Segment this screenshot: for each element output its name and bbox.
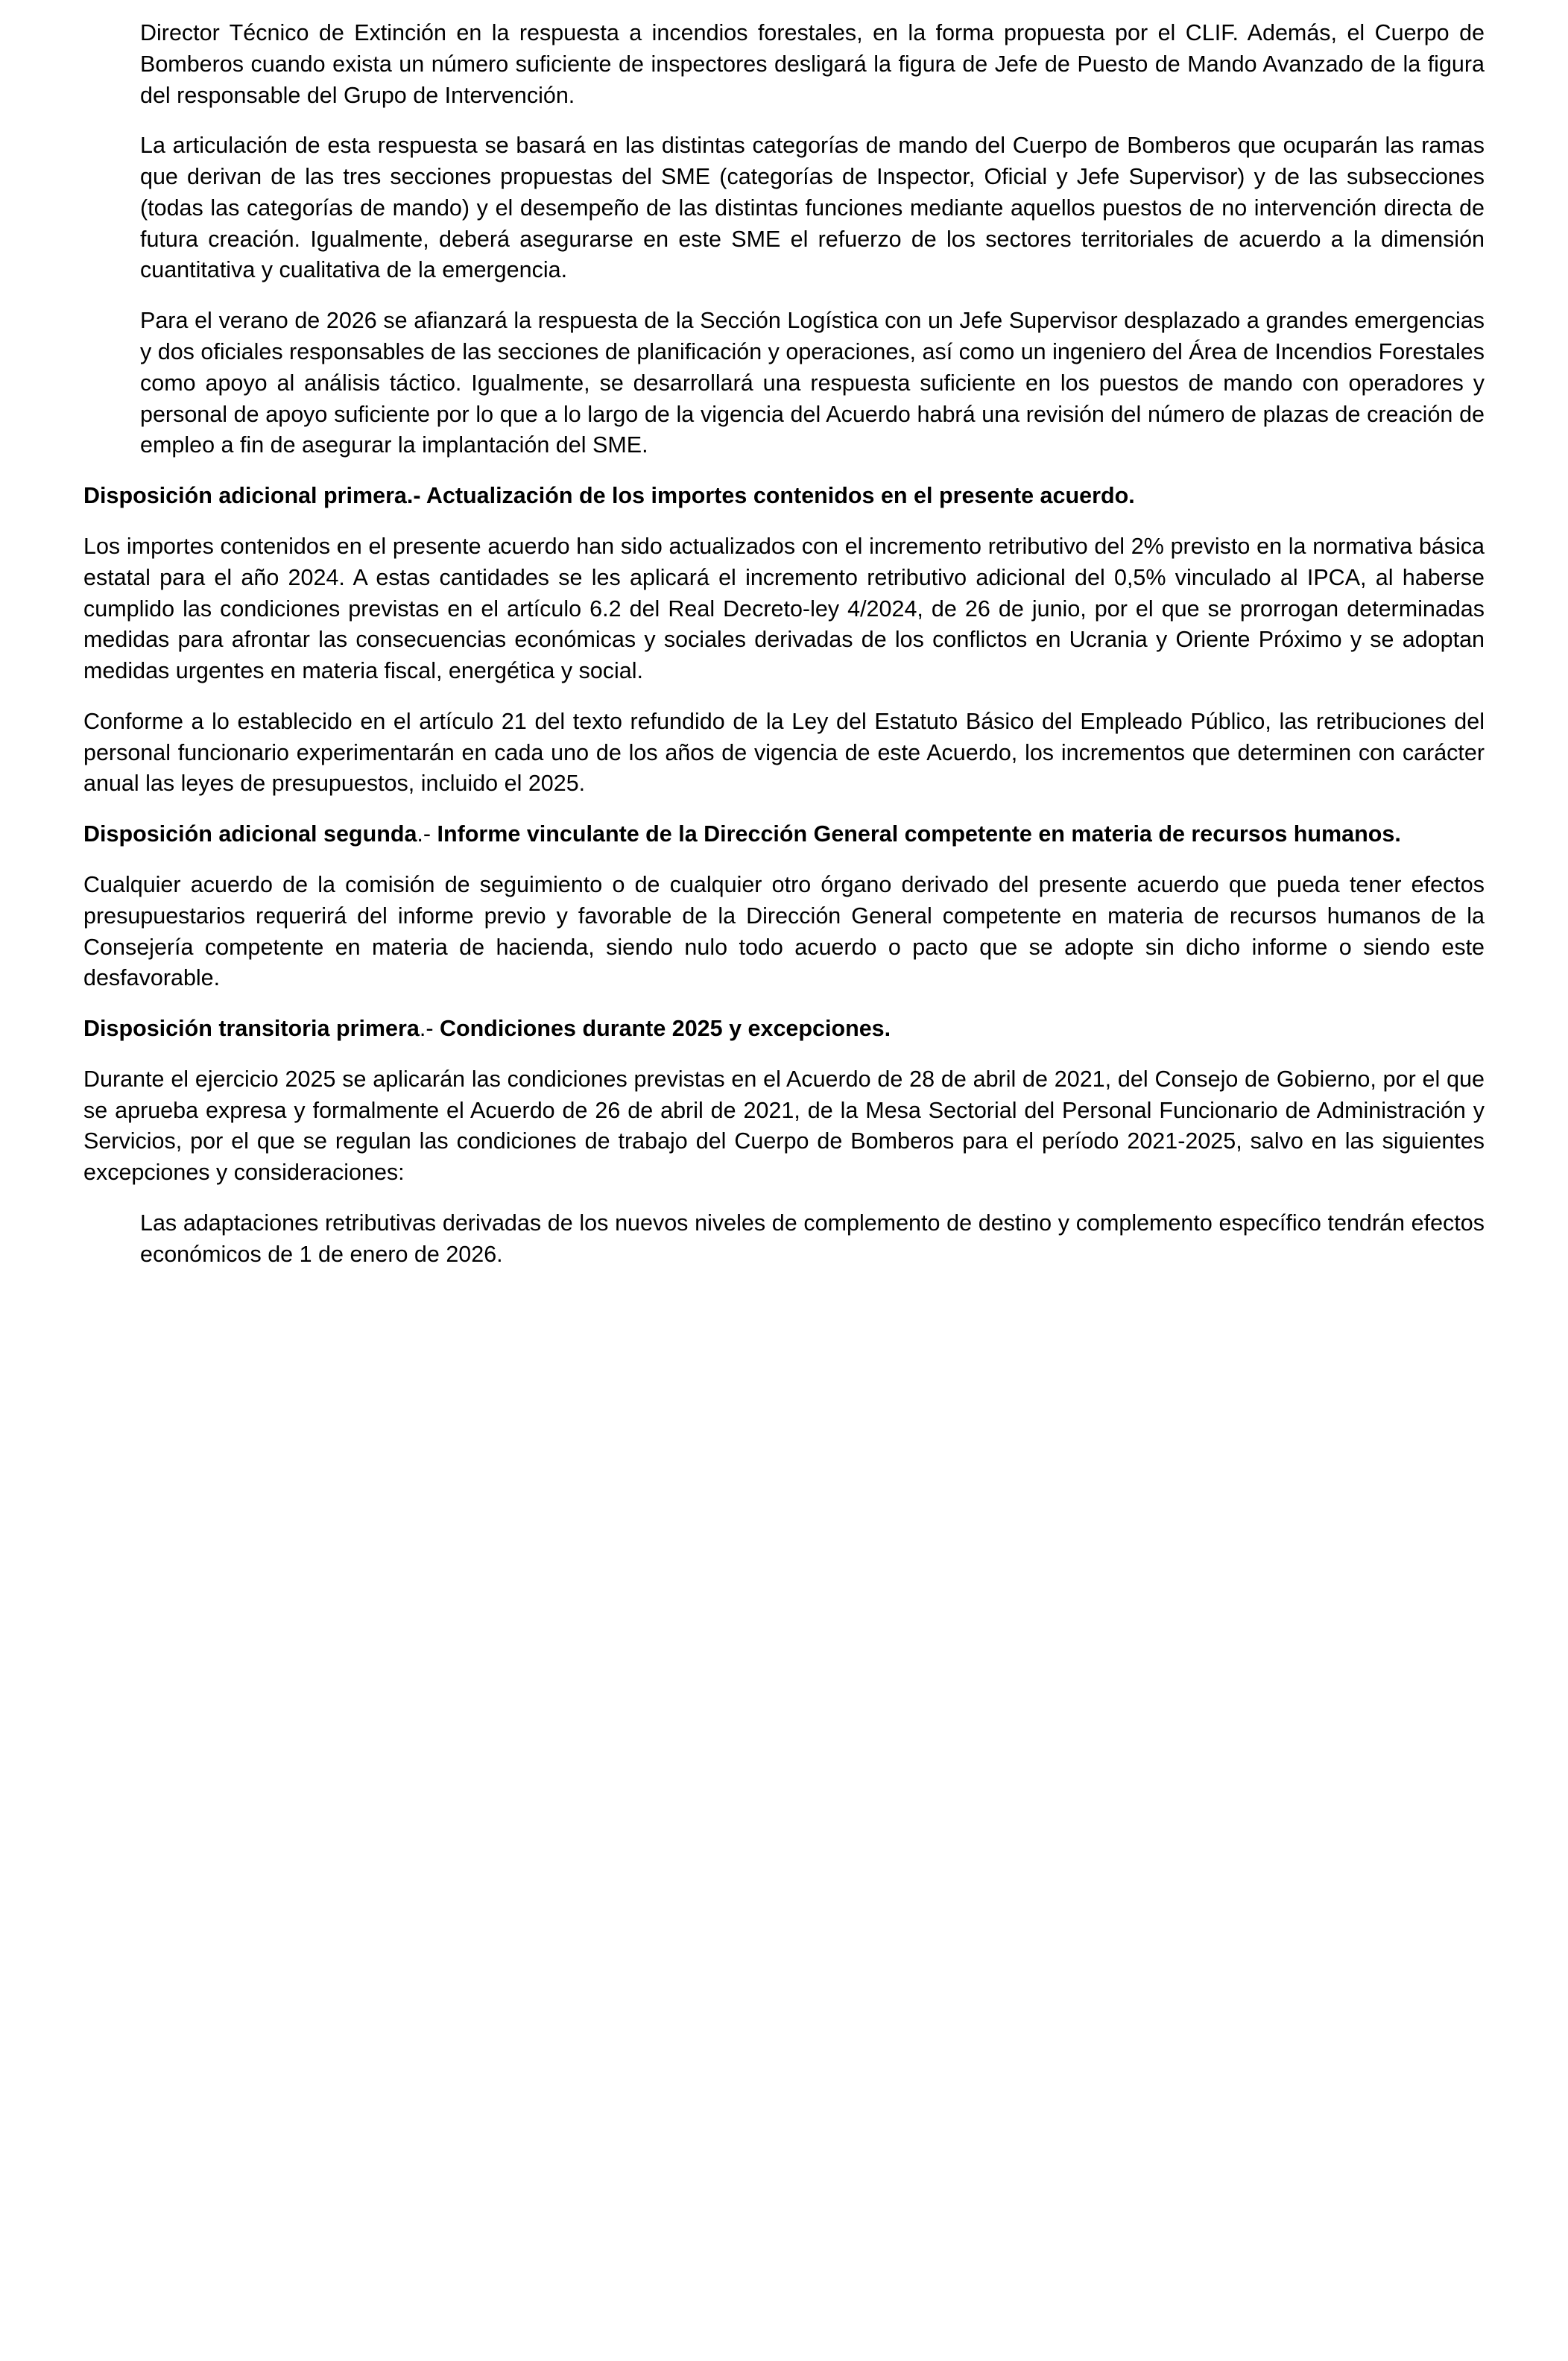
document-body bbox=[83, 18, 1485, 1271]
heading-disposicion-transitoria-primera-sep: .- bbox=[419, 1016, 440, 1042]
paragraph-verano-2026: Para el verano de 2026 se afianzará la respuesta de la Sección Logística con un Jefe Supervisor desplazado a grandes emergencias y dos oficiales responsables de las secciones de planificación y operaciones, así como un ingeniero del Área de Incendios Forestales como apoyo al análisis táctico. Igualmente, se desarrollará una respuesta suficiente en los puestos de mando con operadores y personal de apoyo suficiente por lo que a lo largo de la vigencia del Acuerdo habrá una revisión del número de plazas de creación de empleo a fin de asegurar la implantación del SME. bbox=[140, 308, 1485, 458]
heading-disposicion-adicional-segunda-sep: .- bbox=[417, 821, 437, 847]
heading-disposicion-transitoria-primera bbox=[83, 1014, 1485, 1045]
heading-disposicion-transitoria-primera-title: Condiciones durante 2025 y excepciones. bbox=[439, 1016, 891, 1042]
paragraph-articulacion-respuesta: La articulación de esta respuesta se basará en las distintas categorías de mando del Cuerpo de Bomberos que ocuparán las ramas que derivan de las tres secciones propuestas del SME (categorías de Inspector, Oficial y Jefe Supervisor) y de las subsecciones (todas las categorías de mando) y el desempeño de las distintas funciones mediante aquellos puestos de no intervención directa de futura creación. Igualmente, deberá asegurarse en este SME el refuerzo de los sectores territoriales de acuerdo a la dimensión cuantitativa y cualitativa de la emergencia. bbox=[140, 133, 1485, 283]
paragraph-articulo-21-ebep: Conforme a lo establecido en el artículo 21 del texto refundido de la Ley del Estatuto Básico del Empleado Público, las retribuciones del personal funcionario experimentarán en cada uno de los años de vigencia de este Acuerdo, los incrementos que determinen con carácter anual las leyes de presupuestos, incluido el 2025. bbox=[83, 708, 1485, 797]
paragraph-ejercicio-2025: Durante el ejercicio 2025 se aplicarán las condiciones previstas en el Acuerdo de 28 de abril de 2021, del Consejo de Gobierno, por el que se aprueba expresa y formalmente el Acuerdo de 26 de abril de 2021, de la Mesa Sectorial del Personal Funcionario de Administración y Servicios, por el que se regulan las condiciones de trabajo del Cuerpo de Bomberos para el período 2021-2025, salvo en las siguientes excepciones y consideraciones: bbox=[83, 1066, 1485, 1186]
heading-disposicion-transitoria-primera-label: Disposición transitoria primera bbox=[83, 1016, 420, 1042]
heading-disposicion-adicional-segunda bbox=[83, 819, 1485, 850]
heading-disposicion-adicional-primera: Disposición adicional primera.- Actualización de los importes contenidos en el presente acuerdo. bbox=[83, 483, 1135, 509]
paragraph-director-tecnico-extincion: Director Técnico de Extinción en la respuesta a incendios forestales, en la forma propuesta por el CLIF. Además, el Cuerpo de Bomberos cuando exista un número suficiente de inspectores desligará la figura de Jefe de Puesto de Mando Avanzado de la figura del responsable del Grupo de Intervención. bbox=[140, 20, 1485, 108]
paragraph-adaptaciones-retributivas: Las adaptaciones retributivas derivadas de los nuevos niveles de complemento de destino y complemento específico tendrán efectos económicos de 1 de enero de 2026. bbox=[140, 1210, 1485, 1267]
paragraph-comision-seguimiento: Cualquier acuerdo de la comisión de seguimiento o de cualquier otro órgano derivado del presente acuerdo que pueda tener efectos presupuestarios requerirá del informe previo y favorable de la Dirección General competente en materia de recursos humanos de la Consejería competente en materia de hacienda, siendo nulo todo acuerdo o pacto que se adopte sin dicho informe o siendo este desfavorable. bbox=[83, 871, 1485, 991]
heading-disposicion-adicional-segunda-label: Disposición adicional segunda bbox=[83, 821, 417, 847]
paragraph-importes-actualizados: Los importes contenidos en el presente acuerdo han sido actualizados con el incremento retributivo del 2% previsto en la normativa básica estatal para el año 2024. A estas cantidades se les aplicará el incremento retributivo adicional del 0,5% vinculado al IPCA, al haberse cumplido las condiciones previstas en el artículo 6.2 del Real Decreto-ley 4/2024, de 26 de junio, por el que se prorrogan determinadas medidas para afrontar las consecuencias económicas y sociales derivadas de los conflictos en Ucrania y Oriente Próximo y se adoptan medidas urgentes en materia fiscal, energética y social. bbox=[83, 533, 1485, 684]
heading-disposicion-adicional-segunda-title: Informe vinculante de la Dirección General competente en materia de recursos humanos. bbox=[437, 821, 1401, 847]
